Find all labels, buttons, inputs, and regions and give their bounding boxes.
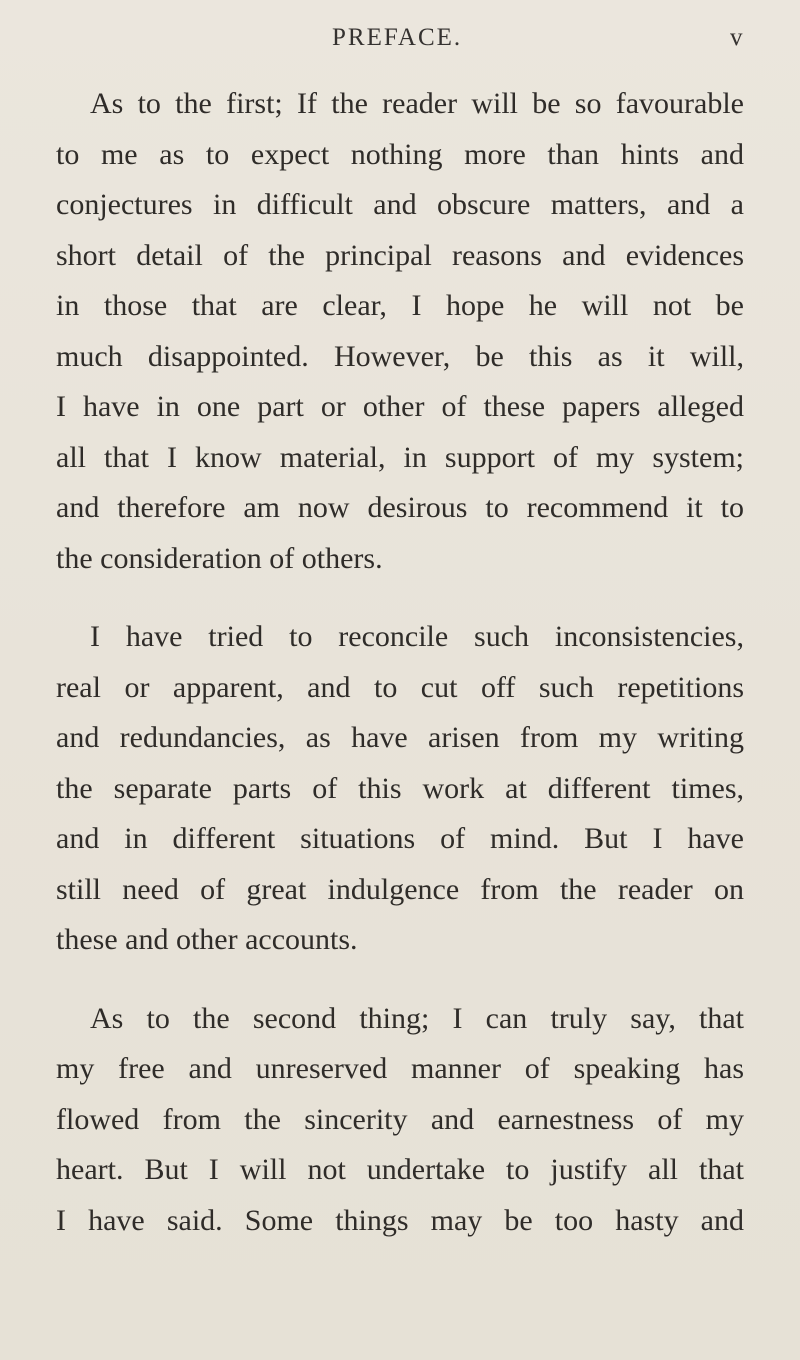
text-line: and redundancies, as have arisen from my writing <box>56 721 744 754</box>
text-line: conjectures in difficult and obscure matters, and a <box>56 188 744 221</box>
text-line: to me as to expect nothing more than hints and <box>56 138 744 171</box>
text-line: much disappointed. However, be this as it will, <box>56 340 744 373</box>
running-head <box>0 24 800 64</box>
text-line: I have said. Some things may be too hasty and <box>56 1204 744 1237</box>
text-line: my free and unreserved manner of speaking has <box>56 1052 744 1085</box>
text-line: all that I know material, in support of my system; <box>56 441 744 474</box>
text-line: the consideration of others. <box>56 542 383 575</box>
text-line: real or apparent, and to cut off such repetitions <box>56 671 744 704</box>
running-head-title: PREFACE. <box>332 24 463 51</box>
text-line: the separate parts of this work at different times, <box>56 772 744 805</box>
text-line: I have in one part or other of these papers alleged <box>56 390 744 423</box>
text-line: in those that are clear, I hope he will not be <box>56 289 744 322</box>
text-line: still need of great indulgence from the reader on <box>56 873 744 906</box>
page-number: v <box>730 24 743 51</box>
text-line: and in different situations of mind. But I have <box>56 822 744 855</box>
text-line: flowed from the sincerity and earnestness of my <box>56 1103 744 1136</box>
text-line: these and other accounts. <box>56 923 358 956</box>
text-line: As to the second thing; I can truly say, that <box>90 1002 744 1035</box>
text-line: heart. But I will not undertake to justify all that <box>56 1153 744 1186</box>
text-line: I have tried to reconcile such inconsistencies, <box>90 620 744 653</box>
text-line: As to the first; If the reader will be so favourable <box>90 87 744 120</box>
text-line: short detail of the principal reasons and evidences <box>56 239 744 272</box>
text-line: and therefore am now desirous to recommend it to <box>56 491 744 524</box>
